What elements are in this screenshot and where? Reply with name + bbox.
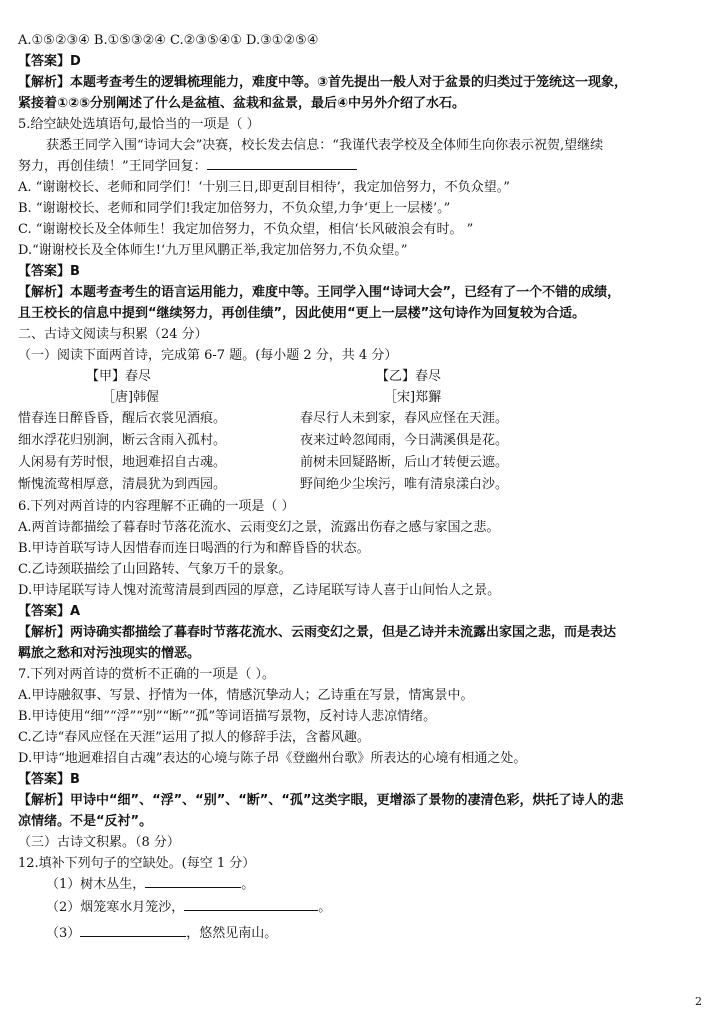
q5-passage-line-1: 获悉王同学入围“诗词大会”决赛，校长发去信息：“我谨代表学校及全体师生向你表示祝贺,望继续 — [46, 138, 604, 153]
q7-option-b: B.甲诗使用“细”“浮”“别”“断”“孤”等词语描写景物，反衬诗人悲凉情绪。 — [18, 709, 437, 724]
q6-option-d: D.甲诗尾联写诗人愧对流莺清晨到西园的厚意，乙诗尾联写诗人喜于山间怡人之景。 — [18, 583, 501, 598]
fill-blank — [184, 897, 318, 911]
q5-option-d: D.“谢谢校长及全体师生!‘九万里风鹏正举,我定加倍努力,不负众望。” — [18, 243, 408, 258]
q5-answer-blank — [207, 156, 357, 170]
fill-blank — [145, 874, 241, 888]
q5-stem: 5.给空缺处选填语句,最恰当的一项是（ ） — [18, 117, 260, 132]
poem-b-title: 【乙】春尽 — [376, 369, 442, 384]
q6-option-c: C.乙诗颈联描绘了山回路转、气象万千的景象。 — [18, 562, 292, 577]
page-number: 2 — [695, 995, 702, 1008]
poem-b-line: 野间绝少尘埃污，唯有清泉漾白沙。 — [300, 477, 509, 492]
poem-row-4 — [18, 474, 708, 496]
q5-answer: 【答案】B — [18, 264, 80, 279]
document-page — [18, 30, 708, 947]
q7-analysis-line-2: 凉情绪。不是“反衬”。 — [18, 814, 153, 829]
poem-a-author: ［唐]韩偓 — [102, 390, 160, 405]
q6-stem: 6.下列对两首诗的内容理解不正确的一项是（ ） — [18, 499, 295, 514]
section-heading: 二、古诗文阅读与积累（24 分） — [18, 327, 208, 342]
poem-row-2 — [18, 430, 708, 452]
q7-analysis-line-1: 【解析】甲诗中“细”、“浮”、“别”、“断”、“孤”这类字眼，更增添了景物的凄清色彩，烘托了诗人的悲 — [18, 793, 624, 808]
q5-option-c: C. “谢谢校长及全体师生！我定加倍努力，不负众望，相信‘长风破浪会有时。 ” — [18, 222, 474, 237]
q5-analysis-line-2: 且王校长的信息中提到“继续努力，再创佳绩”，因此使用“更上一层楼”这句诗作为回复较为合适。 — [18, 306, 586, 321]
poem-a-line: 细水浮花归别涧，断云含雨入孤村。 — [18, 433, 227, 448]
poem-b-line: 前树未回疑路断，后山才转便云遮。 — [300, 455, 509, 470]
q7-option-c: C.乙诗“春风应怪在天涯”运用了拟人的修辞手法，含蓄风趣。 — [18, 730, 370, 745]
q12-item-3: （3） ，悠然见南山。 — [18, 921, 708, 947]
q5-option-a: A. “谢谢校长、老师和同学们！‘十别三日,即更刮目相待’，我定加倍努力，不负众望。” — [18, 180, 510, 195]
q6-option-b: B.甲诗首联写诗人因惜春而连日喝酒的行为和醉昏昏的状态。 — [18, 541, 370, 556]
q12-item-2: （2）烟笼寒水月笼沙， 。 — [18, 895, 708, 921]
q7-option-a: A.甲诗融叙事、写景、抒情为一体，情感沉挚动人；乙诗重在写景，情寓景中。 — [18, 688, 474, 703]
q12-item-1: （1）树木丛生， 。 — [18, 874, 708, 895]
poem-row-1 — [18, 408, 708, 430]
q4-analysis-line-1: 【解析】本题考查考生的逻辑梳理能力，难度中等。③首先提出一般人对于盆景的归类过于笼统这一现象， — [18, 75, 628, 90]
q6-analysis-line-1: 【解析】两诗确实都描绘了暮春时节落花流水、云雨变幻之景，但是乙诗并未流露出家国之悲，而是表达 — [18, 625, 617, 640]
q4-options: A.①⑤②③④ B.①⑤③②④ C.②③⑤④① D.③①②⑤④ — [18, 33, 319, 48]
poem-b-line: 春尽行人未到家，春风应怪在天涯。 — [300, 411, 509, 426]
q4-analysis-line-2: 紧接着①②⑤分别阐述了什么是盆植、盆栽和盆景，最后④中另外介绍了水石。 — [18, 96, 466, 111]
subsection-1-heading: （一）阅读下面两首诗，完成第 6-7 题。(每小题 2 分，共 4 分） — [18, 348, 398, 363]
q7-option-d: D.甲诗“地迥难招自古魂”表达的心境与陈子昂《登幽州台歌》所表达的心境有相通之处。 — [18, 751, 527, 766]
q6-option-a: A.两首诗都描绘了暮春时节落花流水、云雨变幻之景，流露出伤春之感与家国之悲。 — [18, 520, 500, 535]
q12-stem: 12.填补下列句子的空缺处。(每空 1 分） — [18, 856, 256, 871]
poem-b-author: ［宋]郑獬 — [384, 390, 442, 405]
poem-b-line: 夜来过岭忽闻雨，今日满溪俱是花。 — [300, 433, 509, 448]
q7-stem: 7.下列对两首诗的赏析不正确的一项是（ ）。 — [18, 667, 276, 682]
poem-a-title: 【甲】春尽 — [86, 369, 152, 384]
q5-option-b: B. “谢谢校长、老师和同学们!我定加倍努力，不负众望,力争‘更上一层楼’。” — [18, 201, 451, 216]
poem-a-line: 惭愧流莺相厚意，清晨犹为到西园。 — [18, 477, 227, 492]
q5-passage-line-2: 努力，再创佳绩！”王同学回复： — [18, 156, 708, 177]
poem-titles — [18, 366, 708, 387]
q5-analysis-line-1: 【解析】本题考查考生的语言运用能力，难度中等。王同学入围“诗词大会”，已经有了一个不错的成绩， — [18, 285, 621, 300]
poem-a-line: 惜春连日醉昏昏，醒后衣裳见酒痕。 — [18, 411, 227, 426]
q4-answer: 【答案】D — [18, 54, 81, 69]
subsection-3-heading: （三）古诗文积累。（8 分） — [18, 835, 180, 850]
poem-authors — [18, 387, 708, 408]
fill-blank — [80, 923, 186, 937]
q6-analysis-line-2: 羁旅之愁和对污浊现实的憎恶。 — [18, 646, 201, 661]
poem-row-3 — [18, 452, 708, 474]
q7-answer: 【答案】B — [18, 772, 80, 787]
q6-answer: 【答案】A — [18, 604, 81, 619]
poem-a-line: 人闲易有芳时恨，地迥难招自古魂。 — [18, 455, 227, 470]
